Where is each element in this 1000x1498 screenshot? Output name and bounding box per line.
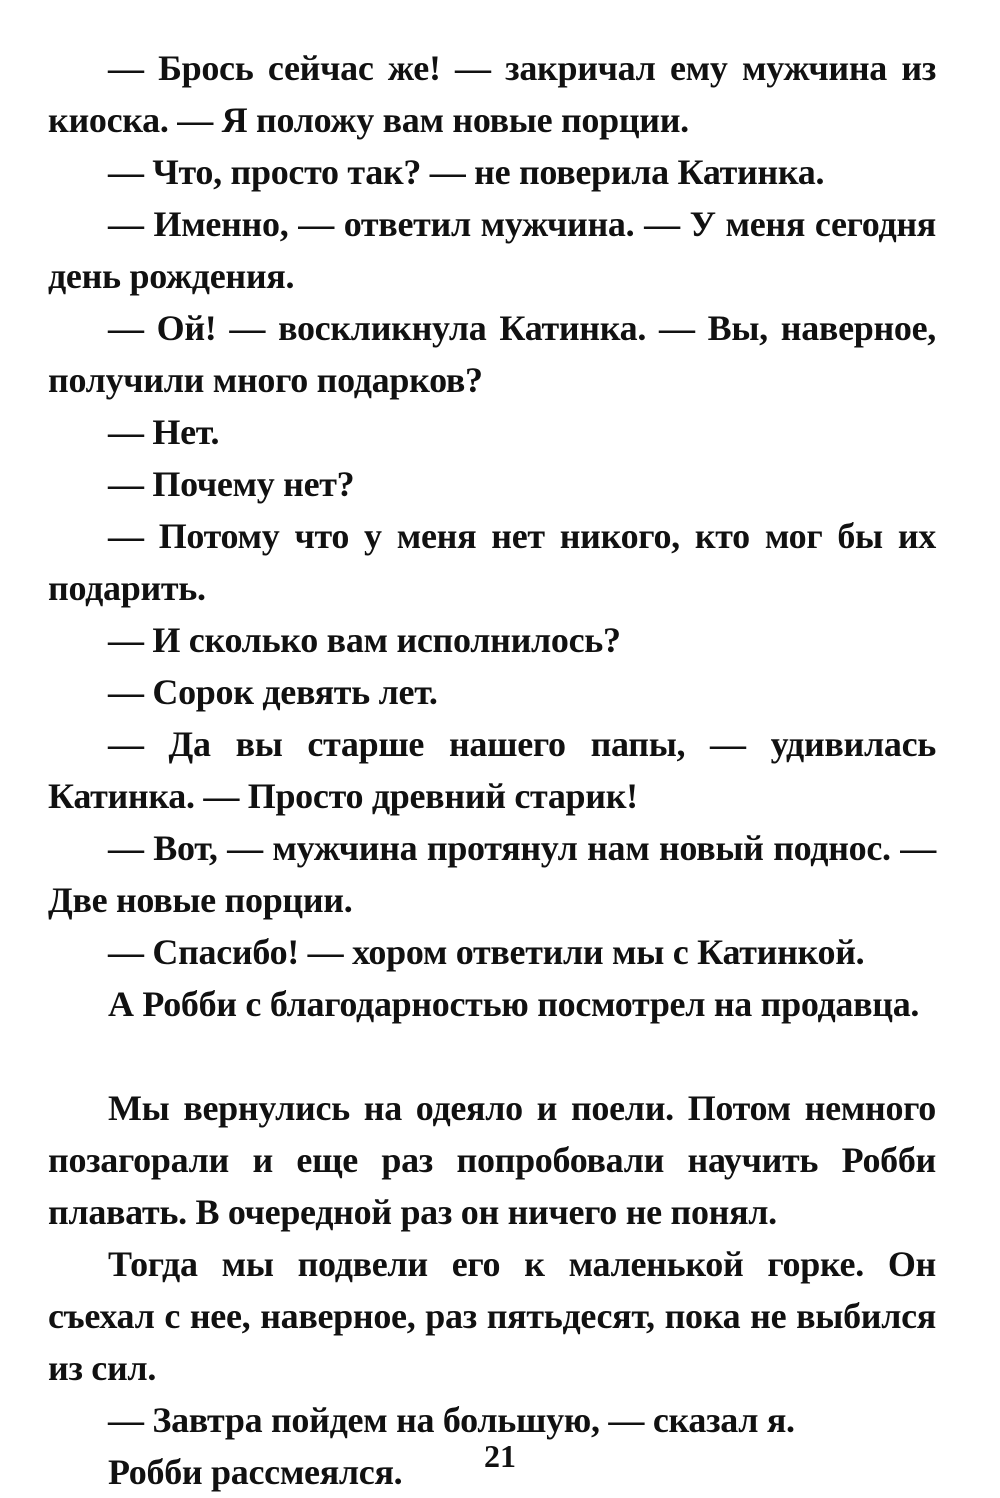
paragraph: — Сорок девять лет. (108, 672, 438, 712)
paragraph: — Спасибо! — хором ответили мы с Катинкой. (108, 932, 865, 972)
paragraph: — Вот, — мужчина протянул нам новый поднос. — Две новые порции. (48, 828, 936, 920)
paragraph: — Ой! — воскликнула Катинка. — Вы, наверное, получили много подарков? (48, 308, 936, 400)
paragraph: — Нет. (108, 412, 220, 452)
paragraph: Тогда мы подвели его к маленькой горке. Он съехал с нее, наверное, раз пятьдесят, пока не выбился из сил. (48, 1244, 936, 1388)
paragraph: — Именно, — ответил мужчина. — У меня сегодня день рождения. (48, 204, 936, 296)
page-number: 21 (484, 1438, 516, 1474)
paragraph: — Потому что у меня нет никого, кто мог бы их подарить. (48, 516, 936, 608)
paragraph: — Почему нет? (108, 464, 355, 504)
section-break (48, 1030, 936, 1082)
paragraph: Мы вернулись на одеяло и поели. Потом немного позагорали и еще раз попробовали научить Робби плавать. В очередной раз он ничего не понял. (48, 1088, 936, 1232)
paragraph: Робби рассмеялся. (108, 1452, 403, 1492)
paragraph: — Что, просто так? — не поверила Катинка. (108, 152, 825, 192)
paragraph: — И сколько вам исполнилось? (108, 620, 621, 660)
paragraph: А Робби с благодарностью посмотрел на продавца. (108, 984, 920, 1024)
paragraph: — Да вы старше нашего папы, — удивилась Катинка. — Просто древний старик! (48, 724, 936, 816)
paragraph: — Брось сейчас же! — закричал ему мужчина из киоска. — Я положу вам новые порции. (48, 48, 936, 140)
paragraph: — Завтра пойдем на большую, — сказал я. (108, 1400, 795, 1440)
page-body (48, 42, 936, 1498)
